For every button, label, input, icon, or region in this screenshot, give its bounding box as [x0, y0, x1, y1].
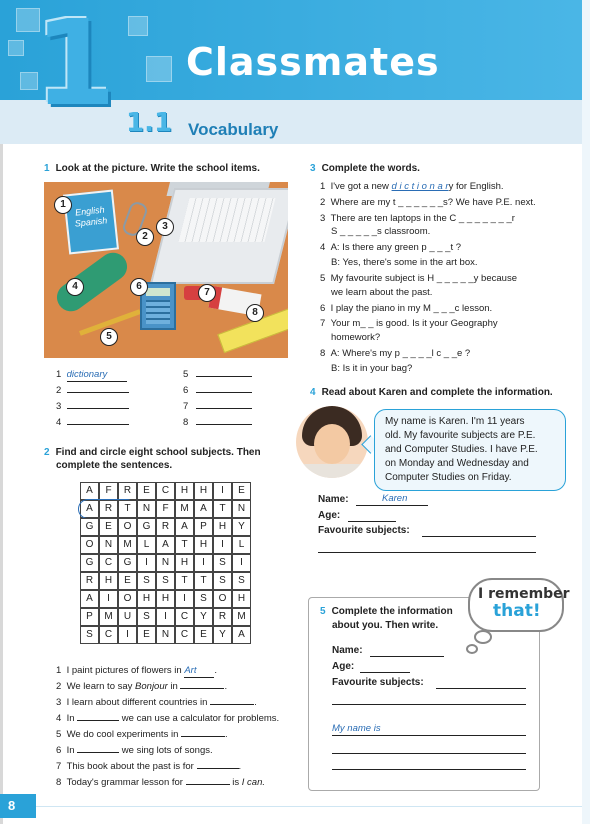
grid-cell[interactable]: S: [213, 554, 232, 572]
ex2-sentence-4: 4 In we can use a calculator for problems.: [56, 713, 280, 724]
subjects-field-line2[interactable]: [318, 540, 536, 553]
grid-cell[interactable]: H: [99, 572, 118, 590]
ex3-item-7: 7 Your m_ _ is good. Is it your Geography: [320, 318, 498, 329]
footer-line: [36, 806, 582, 807]
ex3-item-5: 5 My favourite subject is H _ _ _ _ _y because: [320, 273, 517, 284]
grid-cell[interactable]: N: [99, 536, 118, 554]
ex2-heading: 2 Find and circle eight school subjects. Then: [44, 447, 261, 458]
ex3-item-3: 3 There are ten laptops in the C _ _ _ _ _ _ _r: [320, 213, 515, 224]
pencil-case-icon: [51, 247, 132, 317]
ex1-answer-8: 8: [183, 417, 252, 429]
ex5-subjects-field[interactable]: [436, 676, 526, 689]
school-items-picture: [44, 182, 288, 358]
name-label: Name:: [318, 494, 349, 505]
ex5-writing-line[interactable]: [332, 757, 526, 770]
answer-field[interactable]: Art: [184, 665, 214, 678]
name-field[interactable]: Karen: [356, 493, 428, 506]
grid-cell[interactable]: N: [137, 500, 156, 518]
ex5-age-label: Age:: [332, 661, 355, 672]
grid-cell[interactable]: T: [175, 536, 194, 554]
ex1-answer-3: 3: [56, 401, 129, 413]
grid-cell[interactable]: C: [99, 626, 118, 644]
grid-cell[interactable]: T: [175, 572, 194, 590]
bubble-line: on Monday and Wednesday and: [385, 458, 529, 469]
picture-label: 2: [136, 228, 154, 246]
answer-field[interactable]: dictionary: [67, 369, 127, 382]
ex5-heading: 5 Complete the information: [320, 606, 453, 617]
grid-cell[interactable]: G: [80, 518, 99, 536]
grid-cell[interactable]: R: [156, 518, 175, 536]
grid-cell[interactable]: T: [194, 572, 213, 590]
bubble-line: My name is Karen. I'm 11 years: [385, 416, 525, 427]
remember-label: I remember: [478, 586, 570, 602]
grid-cell[interactable]: Y: [213, 626, 232, 644]
answer-field[interactable]: [77, 720, 119, 721]
unit-number: 1: [34, 0, 117, 132]
ex1-answer-1: 1 dictionary: [56, 369, 127, 382]
grid-cell[interactable]: C: [99, 554, 118, 572]
grid-cell[interactable]: N: [232, 500, 251, 518]
bubble-line: Computer Studies on Friday.: [385, 472, 512, 483]
answer-field[interactable]: [67, 392, 129, 393]
ex3-item-8: 8 A: Where's my p _ _ _ _l c _ _e ?: [320, 348, 471, 359]
grid-cell[interactable]: C: [175, 626, 194, 644]
speech-bubble: [374, 409, 566, 491]
keyboard: [179, 198, 276, 242]
decor-square: [128, 16, 148, 36]
grid-cell[interactable]: S: [137, 608, 156, 626]
age-field[interactable]: [348, 509, 396, 522]
grid-cell[interactable]: F: [99, 482, 118, 500]
page-margin: [582, 0, 590, 824]
grid-cell[interactable]: A: [80, 500, 99, 518]
grid-cell[interactable]: M: [232, 608, 251, 626]
grid-cell[interactable]: I: [213, 482, 232, 500]
ex5-heading-line2: about you. Then write.: [332, 620, 439, 631]
subjects-label: Favourite subjects:: [318, 525, 410, 536]
grid-cell[interactable]: L: [137, 536, 156, 554]
answer-field[interactable]: [181, 736, 225, 737]
bubble-line: old. My favourite subjects are P.E.: [385, 430, 536, 441]
ex1-answer-6: 6: [183, 385, 252, 397]
word-search-grid[interactable]: [80, 482, 251, 644]
grid-cell[interactable]: E: [194, 626, 213, 644]
ex3-item-2: 2 Where are my t _ _ _ _ _ _s? We have P.E. next.: [320, 197, 536, 208]
remember-emphasis: that!: [493, 601, 541, 621]
grid-cell[interactable]: T: [213, 500, 232, 518]
grid-cell[interactable]: O: [118, 590, 137, 608]
grid-cell[interactable]: A: [232, 626, 251, 644]
grid-cell[interactable]: M: [175, 500, 194, 518]
answer-field[interactable]: [67, 424, 129, 425]
ex5-name-label: Name:: [332, 645, 363, 656]
grid-cell[interactable]: C: [175, 608, 194, 626]
subjects-field[interactable]: [422, 524, 536, 537]
grid-cell[interactable]: E: [99, 518, 118, 536]
grid-cell[interactable]: I: [99, 590, 118, 608]
grid-cell[interactable]: I: [213, 536, 232, 554]
grid-cell[interactable]: M: [99, 608, 118, 626]
grid-cell[interactable]: H: [213, 518, 232, 536]
grid-cell[interactable]: H: [232, 590, 251, 608]
age-label: Age:: [318, 510, 341, 521]
ex3-item-4: 4 A: Is there any green p _ _ _t ?: [320, 242, 462, 253]
picture-label: 8: [246, 304, 264, 322]
grid-cell[interactable]: I: [156, 608, 175, 626]
grid-cell[interactable]: H: [194, 536, 213, 554]
grid-cell[interactable]: A: [80, 590, 99, 608]
ex3-item-7-line2: homework?: [331, 332, 381, 343]
ex5-writing-line[interactable]: [332, 741, 526, 754]
ex1-heading: 1 Look at the picture. Write the school items.: [44, 163, 260, 174]
grid-cell[interactable]: I: [232, 554, 251, 572]
grid-cell[interactable]: I: [137, 554, 156, 572]
ex5-writing-line[interactable]: My name is: [332, 723, 526, 736]
decor-square: [8, 40, 24, 56]
picture-label: 1: [54, 196, 72, 214]
grid-cell[interactable]: M: [118, 536, 137, 554]
ex3-item-8-line2: B: Is it in your bag?: [331, 363, 413, 374]
grid-cell[interactable]: S: [194, 590, 213, 608]
answer-field[interactable]: [67, 408, 129, 409]
grid-cell[interactable]: S: [137, 572, 156, 590]
answer-field[interactable]: [210, 704, 254, 705]
ex3-item-4-line2: B: Yes, there's some in the art box.: [331, 257, 478, 268]
grid-cell[interactable]: H: [175, 554, 194, 572]
picture-label: 7: [198, 284, 216, 302]
grid-cell[interactable]: R: [99, 500, 118, 518]
grid-cell[interactable]: P: [194, 518, 213, 536]
ex3-item-1: 1 I've got a new d i c t i o n a ry for English.: [320, 181, 504, 192]
ex1-answer-7: 7: [183, 401, 252, 413]
grid-cell[interactable]: Y: [232, 518, 251, 536]
ex2-sentence-2: 2 We learn to say Bonjour in .: [56, 681, 228, 692]
answer-field[interactable]: [186, 784, 230, 785]
grid-cell[interactable]: L: [232, 536, 251, 554]
thought-bubble-dot: [474, 630, 492, 644]
grid-cell[interactable]: E: [137, 626, 156, 644]
picture-label: 6: [130, 278, 148, 296]
grid-cell[interactable]: N: [156, 626, 175, 644]
ex5-name-field[interactable]: [370, 644, 444, 657]
grid-cell[interactable]: H: [175, 482, 194, 500]
grid-cell[interactable]: G: [137, 518, 156, 536]
grid-cell[interactable]: P: [80, 608, 99, 626]
answer-field[interactable]: d i c t i o n a r: [391, 181, 449, 192]
grid-cell[interactable]: E: [118, 572, 137, 590]
section-title: Vocabulary: [188, 120, 279, 139]
ex1-answer-4: 4: [56, 417, 129, 429]
ex5-subjects-field-line2[interactable]: [332, 692, 526, 705]
ex2-sentence-8: 8 Today's grammar lesson for is I can.: [56, 777, 266, 788]
ex1-answer-5: 5: [183, 369, 252, 381]
ex5-age-field[interactable]: [360, 660, 410, 673]
grid-cell[interactable]: A: [156, 536, 175, 554]
ex2-sentence-5: 5 We do cool experiments in .: [56, 729, 228, 740]
ex2-sentence-7: 7 This book about the past is for .: [56, 761, 242, 772]
picture-label: 5: [100, 328, 118, 346]
grid-cell[interactable]: S: [232, 572, 251, 590]
ex2-sentence-3: 3 I learn about different countries in .: [56, 697, 257, 708]
grid-cell[interactable]: I: [175, 590, 194, 608]
grid-cell[interactable]: R: [80, 572, 99, 590]
answer-field[interactable]: [180, 688, 224, 689]
decor-square: [146, 56, 172, 82]
ex3-item-3-line2: S _ _ _ _ _s classroom.: [331, 226, 431, 237]
grid-cell[interactable]: N: [156, 554, 175, 572]
page-tab: [0, 794, 36, 818]
grid-cell[interactable]: O: [118, 518, 137, 536]
answer-field[interactable]: [197, 768, 239, 769]
ex3-item-6: 6 I play the piano in my M _ _ _c lesson.: [320, 303, 493, 314]
grid-cell[interactable]: C: [156, 482, 175, 500]
page-number: 8: [8, 798, 16, 813]
thought-bubble-dot: [466, 644, 478, 654]
grid-cell[interactable]: F: [156, 500, 175, 518]
grid-cell[interactable]: S: [156, 572, 175, 590]
grid-cell[interactable]: U: [118, 608, 137, 626]
answer-field[interactable]: [196, 408, 252, 409]
ex5-subjects-label: Favourite subjects:: [332, 677, 424, 688]
grid-cell[interactable]: H: [137, 590, 156, 608]
grid-cell[interactable]: H: [156, 590, 175, 608]
grid-cell[interactable]: I: [118, 626, 137, 644]
answer-field[interactable]: [196, 424, 252, 425]
grid-cell[interactable]: G: [80, 554, 99, 572]
ex2-sentence-6: 6 In we sing lots of songs.: [56, 745, 213, 756]
grid-cell[interactable]: A: [194, 500, 213, 518]
grid-cell[interactable]: A: [80, 482, 99, 500]
ex2-heading-line2: complete the sentences.: [56, 460, 173, 471]
grid-cell[interactable]: S: [213, 572, 232, 590]
unit-title: Classmates: [186, 40, 440, 84]
ex4-heading: 4 Read about Karen and complete the information.: [310, 387, 553, 398]
grid-cell[interactable]: Y: [194, 608, 213, 626]
ex2-sentence-1: 1 I paint pictures of flowers in Art .: [56, 665, 217, 676]
grid-cell[interactable]: O: [80, 536, 99, 554]
section-number: 1.1: [126, 108, 173, 138]
grid-cell[interactable]: A: [175, 518, 194, 536]
karen-photo: [296, 406, 368, 478]
grid-cell[interactable]: I: [194, 554, 213, 572]
grid-cell[interactable]: T: [118, 500, 137, 518]
grid-cell[interactable]: R: [118, 482, 137, 500]
grid-cell[interactable]: E: [137, 482, 156, 500]
grid-cell[interactable]: G: [118, 554, 137, 572]
ex3-item-5-line2: we learn about the past.: [331, 287, 433, 298]
answer-field[interactable]: [196, 376, 252, 377]
grid-cell[interactable]: S: [80, 626, 99, 644]
answer-field[interactable]: [196, 392, 252, 393]
picture-label: 3: [156, 218, 174, 236]
picture-label: 4: [66, 278, 84, 296]
grid-cell[interactable]: H: [194, 482, 213, 500]
grid-cell[interactable]: R: [213, 608, 232, 626]
answer-field[interactable]: [77, 752, 119, 753]
grid-cell[interactable]: E: [232, 482, 251, 500]
ex1-answer-2: 2: [56, 385, 129, 397]
ex3-heading: 3 Complete the words.: [310, 163, 420, 174]
dictionary-book-icon: English Spanish: [63, 190, 119, 255]
grid-cell[interactable]: O: [213, 590, 232, 608]
bubble-line: and Computer Studies. I have P.E.: [385, 444, 538, 455]
